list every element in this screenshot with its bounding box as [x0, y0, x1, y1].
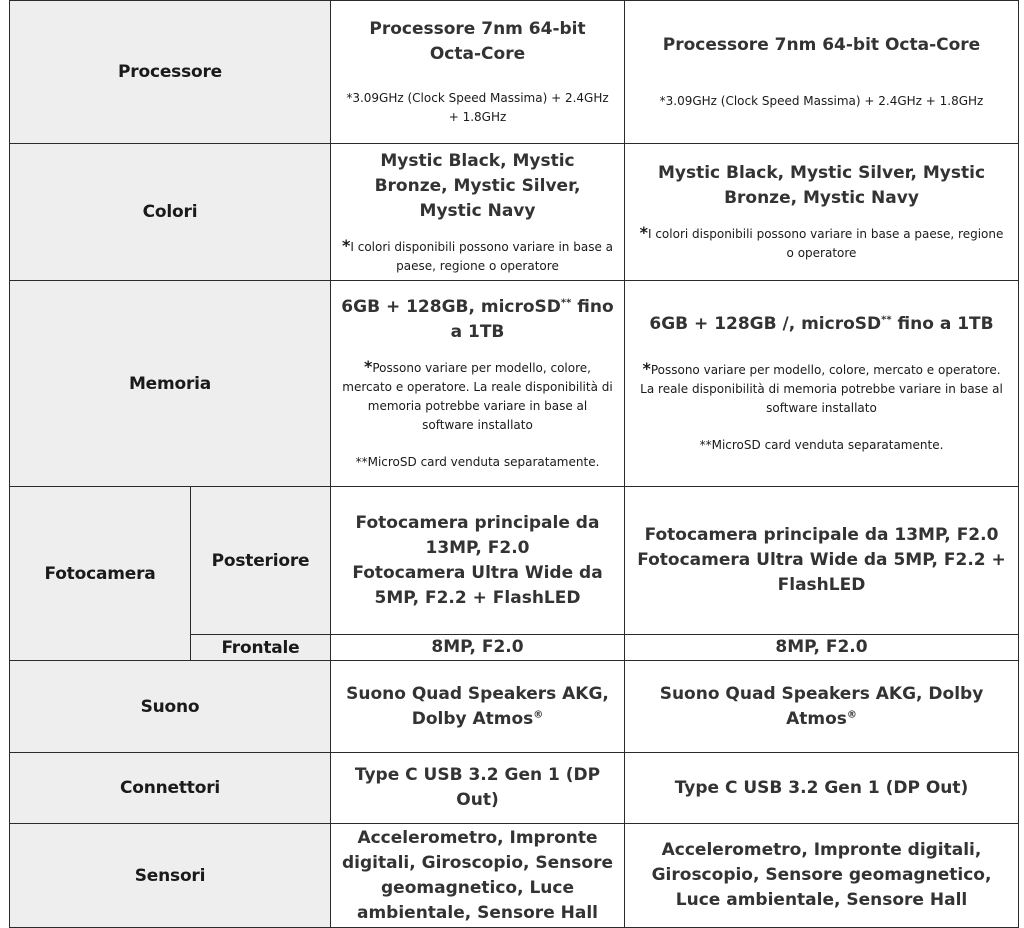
colori-col2-note-text: I colori disponibili possono variare in base a paese, regione o operatore — [647, 227, 1004, 260]
row-suono — [10, 661, 1019, 753]
colori-col2 — [625, 144, 1019, 281]
memoria-col1-sup: ** — [560, 297, 572, 309]
colori-col2-star: * — [639, 223, 648, 242]
connettori-col1-text: Type C USB 3.2 Gen 1 (DP Out) — [354, 765, 601, 810]
memoria-col1-main-b: fino a 1TB — [450, 297, 614, 342]
colori-col1-note-text: I colori disponibili possono variare in base a paese, regione o operatore — [350, 239, 613, 273]
processore-col1 — [331, 1, 625, 144]
sensori-col1 — [331, 824, 625, 928]
posteriore-col1-line1: Fotocamera principale da 13MP, F2.0 — [355, 512, 600, 558]
processore-col1-note: *3.09GHz (Clock Speed Massima) + 2.4GHz + 1.8GHz — [346, 91, 609, 124]
label-processore: Processore — [10, 1, 331, 144]
colori-col2-main: Mystic Black, Mystic Silver, Mystic Bronze, Mystic Navy — [657, 163, 986, 208]
row-colori — [10, 144, 1019, 281]
memoria-col2-sup: ** — [881, 314, 892, 326]
label-colori: Colori — [10, 144, 331, 281]
colori-col1 — [331, 144, 625, 281]
memoria-col2-note-text: Possono variare per modello, colore, mercato e operatore. La reale disponibilità di memoria potrebbe variare in base al software installato — [640, 363, 1003, 415]
sensori-col2-text: Accelerometro, Impronte digitali, Giroscopio, Sensore geomagnetico, Luce ambientale, Sensore Hall — [651, 840, 992, 910]
row-fotocamera-posteriore — [10, 487, 1019, 635]
sensori-col1-text: Accelerometro, Impronte digitali, Giroscopio, Sensore geomagnetico, Luce ambientale, Sensore Hall — [342, 827, 613, 923]
posteriore-col2-line1: Fotocamera principale da 13MP, F2.0 — [644, 525, 999, 545]
suono-col2-text: Suono Quad Speakers AKG, Dolby Atmos — [659, 683, 984, 729]
suono-col1-text: Suono Quad Speakers AKG, Dolby Atmos — [346, 683, 609, 729]
label-sensori: Sensori — [10, 824, 331, 928]
frontale-col2 — [625, 635, 1019, 661]
memoria-col2-main-b: fino a 1TB — [891, 314, 994, 334]
label-suono: Suono — [10, 661, 331, 753]
memoria-col2-note2: **MicroSD card venduta separatamente. — [699, 438, 944, 452]
label-memoria: Memoria — [10, 281, 331, 487]
memoria-col2 — [625, 281, 1019, 487]
frontale-col2-text: 8MP, F2.0 — [775, 637, 868, 657]
posteriore-col2-line2: Fotocamera Ultra Wide da 5MP, F2.2 + FlashLED — [637, 550, 1006, 595]
sensori-col2 — [625, 824, 1019, 928]
suono-col2-main — [635, 682, 1008, 732]
label-frontale: Frontale — [191, 635, 331, 661]
row-memoria — [10, 281, 1019, 487]
posteriore-col1-line2: Fotocamera Ultra Wide da 5MP, F2.2 + FlashLED — [352, 562, 603, 608]
label-fotocamera: Fotocamera — [10, 487, 191, 661]
colori-col1-note — [341, 235, 614, 276]
memoria-col1-note — [341, 359, 614, 435]
memoria-col2-main — [635, 312, 1008, 337]
processore-col2-main: Processore 7nm 64-bit Octa-Core — [662, 35, 981, 55]
frontale-col1-text: 8MP, F2.0 — [431, 637, 524, 657]
memoria-col1-note-text: Possono variare per modello, colore, mercato e operatore. La reale disponibilità di memoria potrebbe variare in base al software installato — [342, 361, 613, 432]
processore-col1-main: Processore 7nm 64-bit Octa-Core — [369, 19, 586, 64]
posteriore-col1 — [331, 487, 625, 635]
label-posteriore: Posteriore — [191, 487, 331, 635]
suono-col2-sup: ® — [846, 708, 857, 720]
row-sensori — [10, 824, 1019, 928]
memoria-col1-main — [341, 295, 614, 345]
memoria-col1-main-a: 6GB + 128GB, microSD — [341, 297, 561, 317]
spec-table — [9, 0, 1019, 928]
connettori-col1 — [331, 753, 625, 824]
suono-col1-sup: ® — [533, 708, 544, 720]
connettori-col2-text: Type C USB 3.2 Gen 1 (DP Out) — [674, 777, 969, 798]
memoria-col2-note — [635, 361, 1008, 418]
label-connettori: Connettori — [10, 753, 331, 824]
memoria-col2-main-a: 6GB + 128GB /, microSD — [649, 314, 882, 334]
frontale-col1 — [331, 635, 625, 661]
row-processore — [10, 1, 1019, 144]
connettori-col2 — [625, 753, 1019, 824]
memoria-col1 — [331, 281, 625, 487]
colori-col2-note — [635, 225, 1008, 263]
memoria-col2-star: * — [642, 359, 651, 378]
memoria-col1-note2: **MicroSD card venduta separatamente. — [355, 455, 600, 469]
processore-col2-note: *3.09GHz (Clock Speed Massima) + 2.4GHz + 1.8GHz — [659, 94, 984, 108]
suono-col2 — [625, 661, 1019, 753]
colori-col1-star: * — [342, 235, 351, 255]
row-connettori — [10, 753, 1019, 824]
processore-col2 — [625, 1, 1019, 144]
memoria-col1-star: * — [364, 357, 373, 376]
suono-col1-main — [341, 682, 614, 732]
suono-col1 — [331, 661, 625, 753]
colori-col1-main: Mystic Black, Mystic Bronze, Mystic Silver, Mystic Navy — [374, 150, 581, 221]
posteriore-col2 — [625, 487, 1019, 635]
